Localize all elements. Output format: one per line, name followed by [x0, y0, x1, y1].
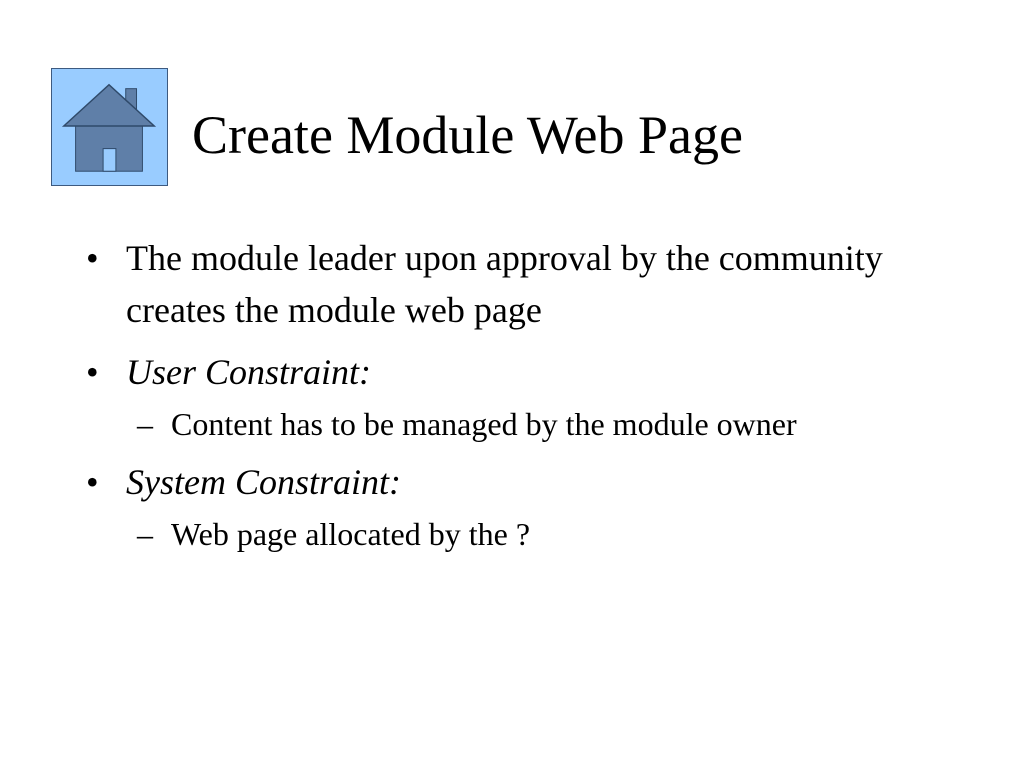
sub-bullet-text: Web page allocated by the ?	[171, 516, 531, 552]
bullet-item	[86, 232, 916, 336]
sub-bullet-marker: –	[137, 406, 153, 442]
bullet-marker: •	[86, 238, 99, 278]
bullet-text: The module leader upon approval by the community creates the module web page	[126, 238, 883, 330]
sub-bullet-item	[126, 402, 916, 446]
bullet-list	[86, 232, 916, 566]
sub-bullet-marker: –	[137, 516, 153, 552]
bullet-text: System Constraint:	[126, 462, 401, 502]
sub-bullet-item	[126, 512, 916, 556]
slide-title: Create Module Web Page	[192, 105, 743, 165]
bullet-item	[86, 346, 916, 446]
bullet-item	[86, 456, 916, 556]
home-button[interactable]	[51, 68, 168, 186]
bullet-marker: •	[86, 462, 99, 502]
bullet-marker: •	[86, 352, 99, 392]
home-icon	[52, 69, 167, 185]
sub-bullet-list	[126, 402, 916, 446]
bullet-text: User Constraint:	[126, 352, 372, 392]
sub-bullet-list	[126, 512, 916, 556]
sub-bullet-text: Content has to be managed by the module owner	[171, 406, 797, 442]
